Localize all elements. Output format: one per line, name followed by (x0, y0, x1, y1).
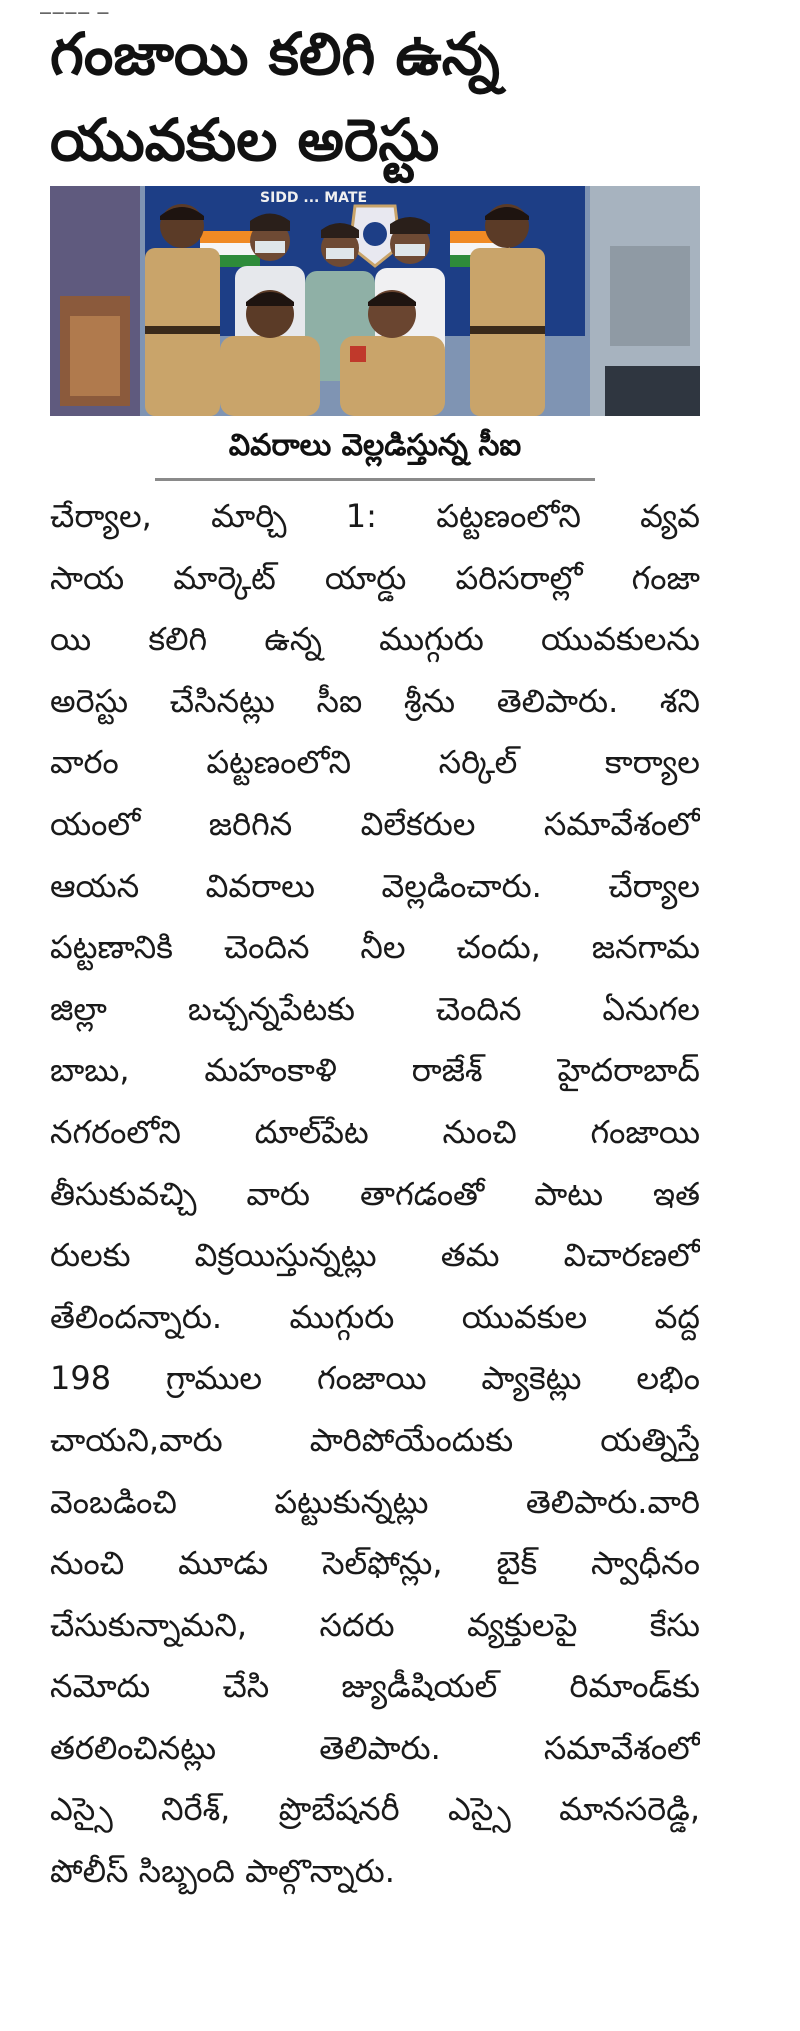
news-photo (50, 186, 700, 416)
caption-underline (155, 478, 595, 481)
body-line: సాయ మార్కెట్ యార్డు పరిసరాల్లో గంజా (50, 558, 700, 597)
body-line: ఎస్సై నిరేశ్, ప్రొబేషనరీ ఎస్సై మానసరెడ్డి, (50, 1790, 700, 1829)
body-line: 198 గ్రాముల గంజాయి ప్యాకెట్లు లభిం (50, 1359, 700, 1398)
banner-text: SIDD ... MATE (260, 190, 368, 206)
body-line: ఆయన వివరాలు వెల్లడించారు. చేర్యాల (50, 866, 700, 905)
body-line: నగరంలోని దూల్‌పేట నుంచి గంజాయి (50, 1112, 700, 1151)
body-line: యి కలిగి ఉన్న ముగ్గురు యువకులను (50, 620, 700, 659)
headline-line-2: యువకుల అరెస్టు (50, 106, 440, 174)
body-line: వెంబడించి పట్టుకున్నట్లు తెలిపారు.వారి (50, 1482, 700, 1521)
body-line: అరెస్టు చేసినట్లు సీఐ శ్రీను తెలిపారు. శని (50, 681, 700, 720)
body-line: నమోదు చేసి జ్యుడీషియల్ రిమాండ్‌కు (50, 1667, 700, 1706)
clipped-top-text: ▁▁▁▁ ▁ (40, 0, 111, 14)
body-line: చాయని,వారు పారిపోయేందుకు యత్నిస్తే (50, 1420, 700, 1459)
body-line: బాబు, మహంకాళి రాజేశ్ హైదరాబాద్ (50, 1051, 700, 1090)
body-line: తీసుకువచ్చి వారు తాగడంతో పాటు ఇత (50, 1174, 700, 1213)
police-group-photo (50, 186, 700, 416)
body-line: చేసుకున్నామని, సదరు వ్యక్తులపై కేసు (50, 1605, 700, 1644)
body-line: వారం పట్టణంలోని సర్కిల్ కార్యాల (50, 743, 700, 782)
body-line: యంలో జరిగిన విలేకరుల సమావేశంలో (50, 804, 700, 843)
body-line: పట్టణానికి చెందిన నీల చందు, జనగామ (50, 928, 700, 967)
body-line: రులకు విక్రయిస్తున్నట్లు తమ విచారణలో (50, 1236, 700, 1275)
body-line: జిల్లా బచ్చన్నపేటకు చెందిన ఏనుగల (50, 989, 700, 1028)
article-body (50, 486, 700, 1903)
body-line: చేర్యాల, మార్చి 1: పట్టణంలోని వ్యవ (50, 497, 700, 535)
body-line: నుంచి మూడు సెల్‌ఫోన్లు, బైక్ స్వాధీనం (50, 1544, 700, 1583)
photo-caption: వివరాలు వెల్లడిస్తున్న సీఐ (228, 428, 522, 463)
body-line: తేలిందన్నారు. ముగ్గురు యువకుల వద్ద (50, 1297, 700, 1336)
body-line: తరలించినట్లు తెలిపారు. సమావేశంలో (50, 1728, 700, 1767)
headline-line-1: గంజాయి కలిగి ఉన్న (50, 20, 500, 88)
body-line-last: పోలీస్ సిబ్బంది పాల్గొన్నారు. (50, 1852, 395, 1891)
